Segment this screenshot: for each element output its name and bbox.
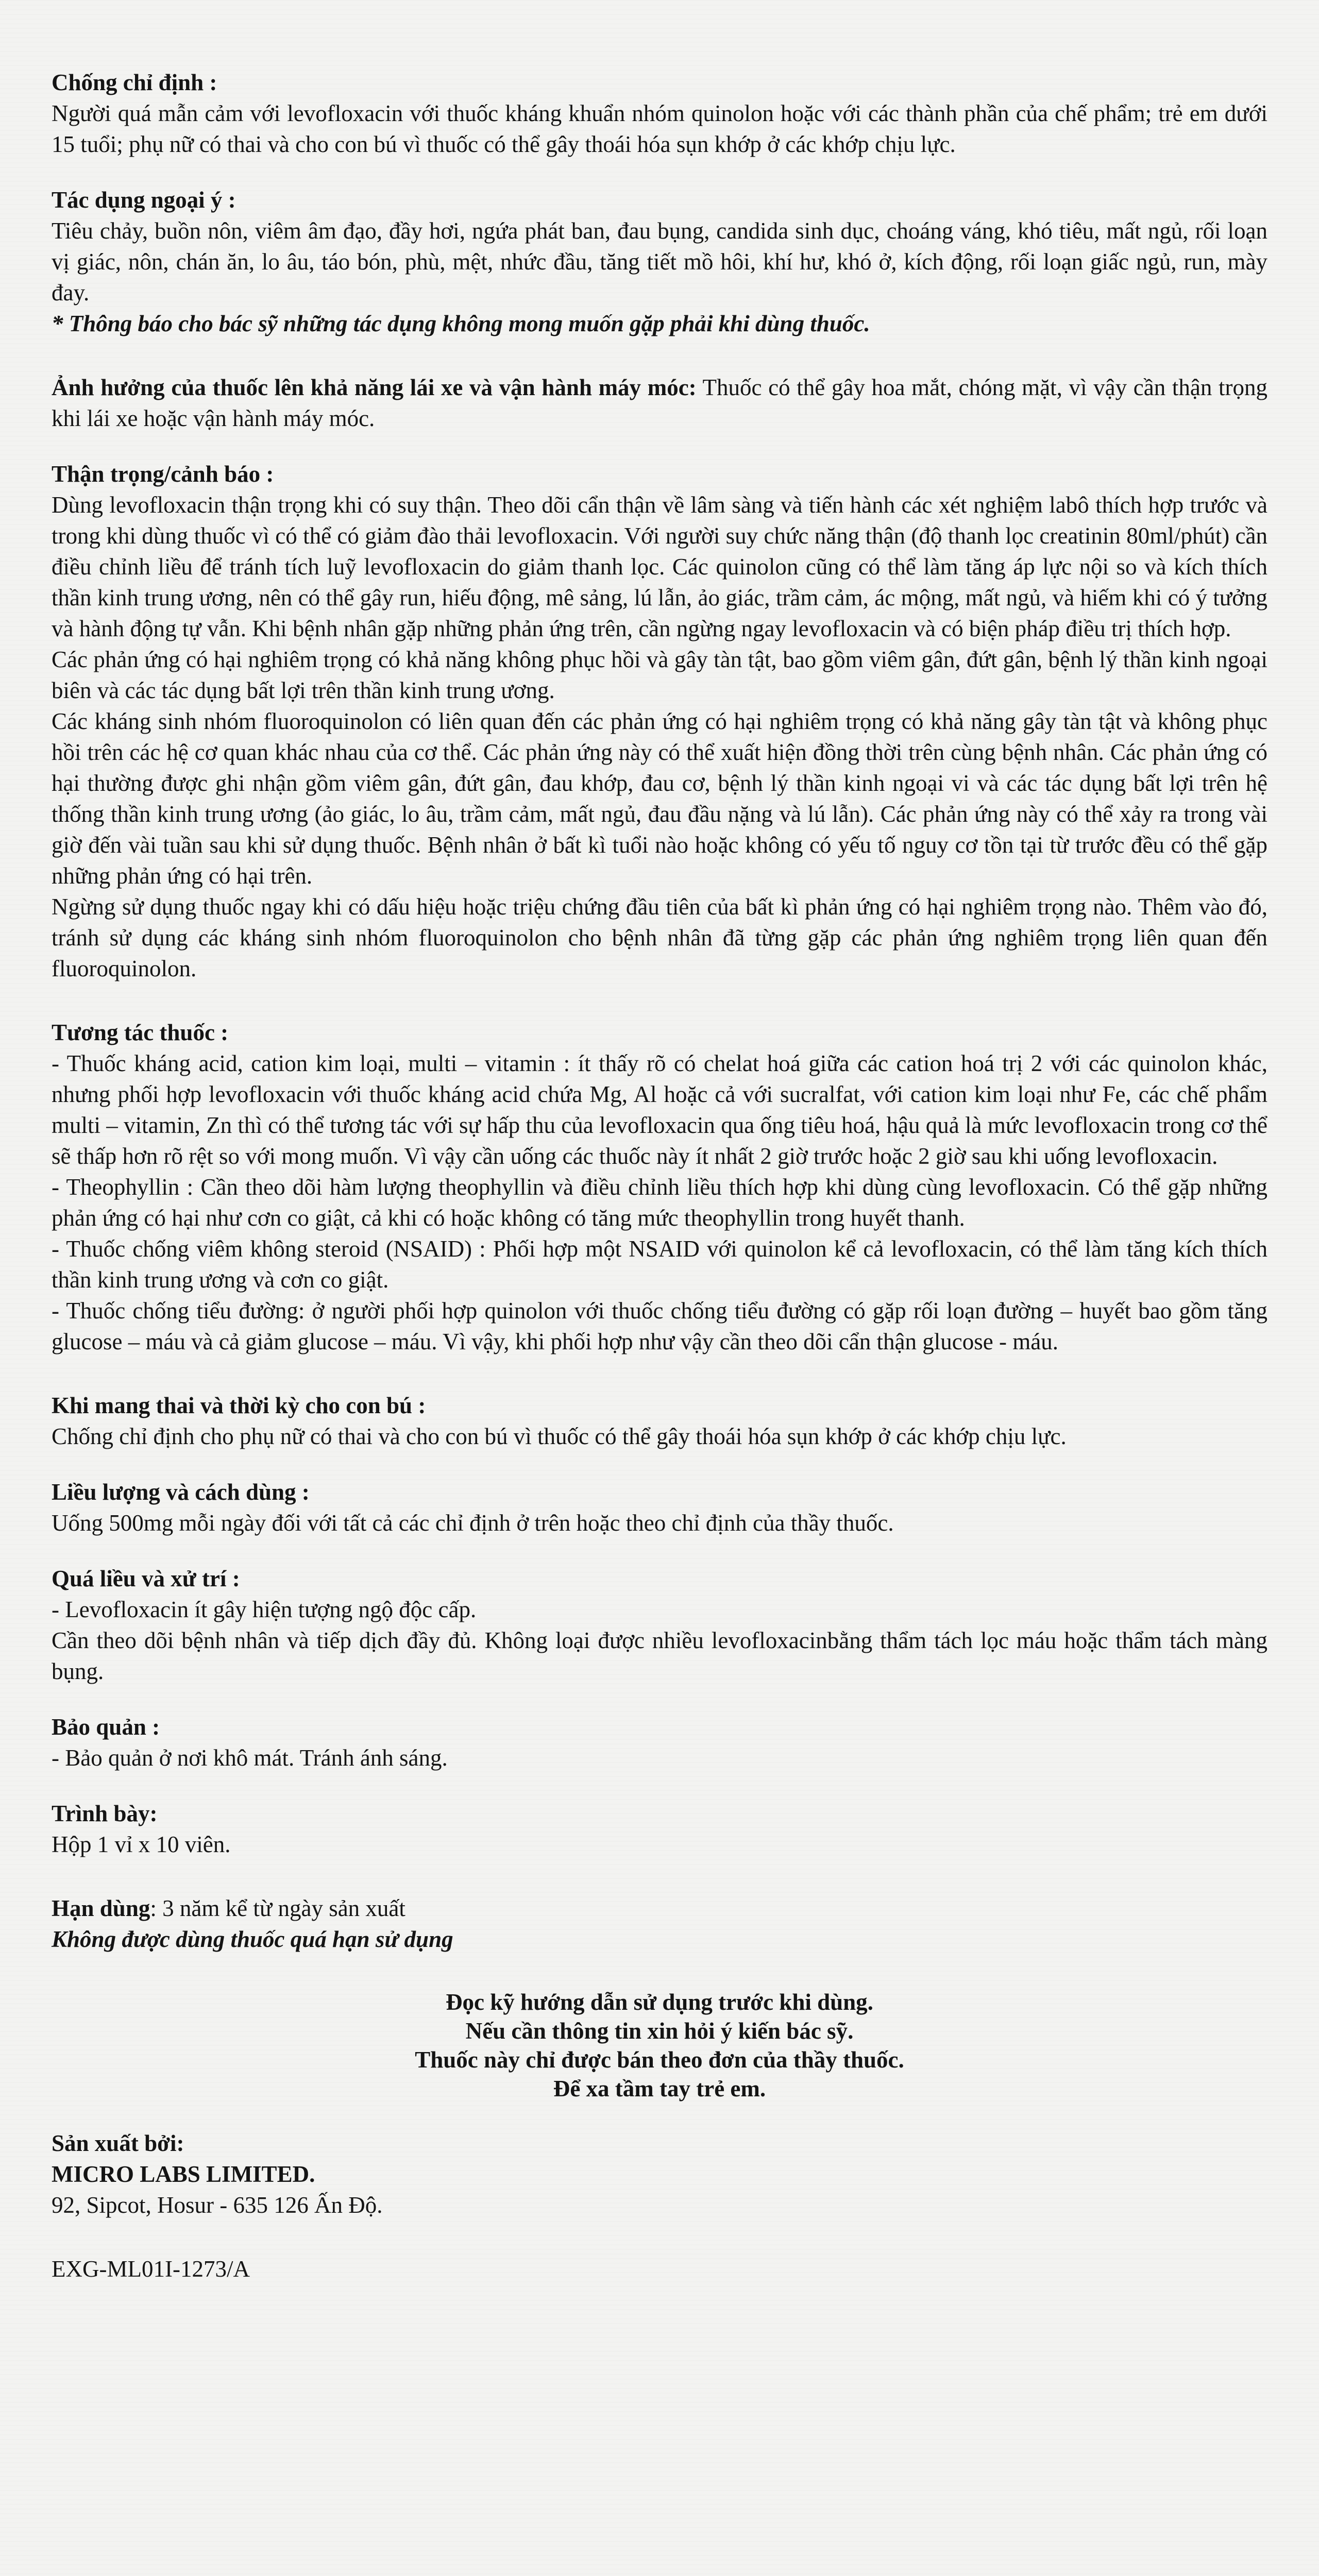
warning-line-2: Nếu cần thông tin xin hỏi ý kiến bác sỹ.	[465, 2018, 854, 2044]
warnings-block	[52, 1988, 1267, 2103]
driving-paragraph	[52, 372, 1267, 434]
document-code: EXG-ML01I-1273/A	[52, 2256, 250, 2282]
dosage-text: Uống 500mg mỗi ngày đối với tất cả các chỉ định ở trên hoặc theo chỉ định của thầy thuốc.	[52, 1510, 894, 1536]
interactions-section	[52, 1017, 1267, 1357]
manufacturer-name: MICRO LABS LIMITED.	[52, 2161, 315, 2187]
expiry-text: : 3 năm kể từ ngày sản xuất	[150, 1895, 405, 1921]
storage-text: - Bảo quản ở nơi khô mát. Tránh ánh sáng.	[52, 1745, 448, 1771]
presentation-section	[52, 1798, 1267, 1860]
pregnancy-heading: Khi mang thai và thời kỳ cho con bú :	[52, 1393, 426, 1418]
presentation-heading: Trình bày:	[52, 1801, 158, 1826]
precautions-paragraph-2: Các phản ứng có hại nghiêm trọng có khả năng không phục hồi và gây tàn tật, bao gồm viêm gân, đứt gân, bệnh lý thần kinh ngoại biên và các tác dụng bất lợi trên thần kinh trung ương.	[52, 647, 1267, 703]
expiry-section	[52, 1893, 1267, 1955]
precautions-paragraph-1: Dùng levofloxacin thận trọng khi có suy thận. Theo dõi cẩn thận về lâm sàng và tiến hành các xét nghiệm labô thích hợp trước và trong khi dùng thuốc vì có thể có giảm đào thải levofloxacin. Với người suy chức năng thận (độ thanh lọc creatinin 80ml/phút) cần điều chỉnh liều để tránh tích luỹ levofloxacin do giảm thanh lọc. Các quinolon cũng có thể làm tăng áp lực nội so và kích thích thần kinh trung ương, nên có thể gây run, hiếu động, mê sảng, lú lẫn, ảo giác, trầm cảm, ác mộng, mất ngủ, và hiếm khi có ý tưởng và hành động tự vẫn. Khi bệnh nhân gặp những phản ứng trên, cần ngừng ngay levofloxacin và có biện pháp điều trị thích hợp.	[52, 492, 1267, 641]
pregnancy-section	[52, 1390, 1267, 1452]
driving-text: Thuốc có thể gây hoa mắt, chóng mặt, vì vậy cần thận trọng khi lái xe hoặc vận hành máy móc.	[52, 375, 1267, 431]
contraindications-heading: Chống chỉ định :	[52, 70, 217, 95]
manufacturer-heading: Sản xuất bởi:	[52, 2130, 184, 2156]
interactions-paragraph-1: - Thuốc kháng acid, cation kim loại, multi – vitamin : ít thấy rõ có chelat hoá giữa các cation hoá trị 2 với các quinolon khác, nhưng phối hợp levofloxacin với thuốc kháng acid chứa Mg, Al hoặc cả với sucralfat, với cation kim loại như Fe, các chế phẩm multi – vitamin, Zn thì có thể tương tác với sự hấp thu của levofloxacin qua ống tiêu hoá, hậu quả là mức levofloxacin trong cơ thể sẽ thấp hơn rõ rệt so với mong muốn. Vì vậy cần uống các thuốc này ít nhất 2 giờ trước hoặc 2 giờ sau khi uống levofloxacin.	[52, 1050, 1267, 1169]
dosage-section	[52, 1477, 1267, 1538]
driving-heading: Ảnh hưởng của thuốc lên khả năng lái xe và vận hành máy móc:	[52, 375, 697, 400]
side-effects-note: * Thông báo cho bác sỹ những tác dụng không mong muốn gặp phải khi dùng thuốc.	[52, 311, 870, 336]
interactions-paragraph-3: - Thuốc chống viêm không steroid (NSAID) : Phối hợp một NSAID với quinolon kể cả levofloxacin, có thể làm tăng kích thích thần kinh trung ương và cơn co giật.	[52, 1236, 1267, 1293]
contraindications-text: Người quá mẫn cảm với levofloxacin với thuốc kháng khuẩn nhóm quinolon hoặc với các thành phần của chế phẩm; trẻ em dưới 15 tuổi; phụ nữ có thai và cho con bú vì thuốc có thể gây thoái hóa sụn khớp ở các khớp chịu lực.	[52, 100, 1267, 157]
interactions-paragraph-2: - Theophyllin : Cần theo dõi hàm lượng theophyllin và điều chỉnh liều thích hợp khi dùng cùng levofloxacin. Có thể gặp những phản ứng có hại như cơn co giật, cả khi có hoặc không có tăng mức theophyllin trong huyết thanh.	[52, 1174, 1267, 1231]
side-effects-section	[52, 184, 1267, 339]
interactions-heading: Tương tác thuốc :	[52, 1020, 229, 1045]
overdose-paragraph-1: - Levofloxacin ít gây hiện tượng ngộ độc cấp.	[52, 1597, 477, 1622]
driving-section	[52, 372, 1267, 434]
expiry-label: Hạn dùng	[52, 1895, 150, 1921]
precautions-heading: Thận trọng/cảnh báo :	[52, 461, 274, 487]
manufacturer-address: 92, Sipcot, Hosur - 635 126 Ấn Độ.	[52, 2192, 383, 2218]
overdose-heading: Quá liều và xử trí :	[52, 1566, 240, 1591]
overdose-paragraph-2: Cần theo dõi bệnh nhân và tiếp dịch đầy đủ. Không loại được nhiều levofloxacinbằng thẩm tách lọc máu hoặc thẩm tách màng bụng.	[52, 1628, 1267, 1684]
pregnancy-text: Chống chỉ định cho phụ nữ có thai và cho con bú vì thuốc có thể gây thoái hóa sụn khớp ở các khớp chịu lực.	[52, 1423, 1067, 1449]
side-effects-text: Tiêu chảy, buồn nôn, viêm âm đạo, đầy hơi, ngứa phát ban, đau bụng, candida sinh dục, choáng váng, khó tiêu, mất ngủ, rối loạn vị giác, nôn, chán ăn, lo âu, táo bón, phù, mệt, nhức đầu, tăng tiết mồ hôi, khí hư, khó ở, kích động, rối loạn giấc ngủ, run, mày đay.	[52, 218, 1267, 306]
warning-line-4: Để xa tầm tay trẻ em.	[553, 2076, 766, 2102]
expiry-note: Không được dùng thuốc quá hạn sử dụng	[52, 1926, 453, 1952]
interactions-paragraph-4: - Thuốc chống tiểu đường: ở người phối hợp quinolon với thuốc chống tiểu đường có gặp rối loạn đường – huyết bao gồm tăng glucose – máu và cả giảm glucose – máu. Vì vậy, khi phối hợp như vậy cần theo dõi cẩn thận glucose - máu.	[52, 1298, 1267, 1354]
precautions-section	[52, 459, 1267, 984]
side-effects-heading: Tác dụng ngoại ý :	[52, 187, 236, 213]
storage-heading: Bảo quản :	[52, 1714, 160, 1740]
presentation-text: Hộp 1 vỉ x 10 viên.	[52, 1832, 231, 1857]
manufacturer-section	[52, 2128, 1267, 2221]
overdose-section	[52, 1563, 1267, 1687]
contraindications-section	[52, 67, 1267, 160]
dosage-heading: Liều lượng và cách dùng :	[52, 1479, 310, 1505]
storage-section	[52, 1711, 1267, 1773]
precautions-paragraph-3: Các kháng sinh nhóm fluoroquinolon có liên quan đến các phản ứng có hại nghiêm trọng có khả năng gây tàn tật và không phục hồi trên các hệ cơ quan khác nhau của cơ thể. Các phản ứng này có thể xuất hiện đồng thời trên cùng bệnh nhân. Các phản ứng có hại thường được ghi nhận gồm viêm gân, đứt gân, đau khớp, đau cơ, bệnh lý thần kinh ngoại vi và các tác dụng bất lợi trên hệ thống thần kinh trung ương (ảo giác, lo âu, trầm cảm, mất ngủ, đau đầu nặng và lú lẫn). Các phản ứng này có thể xảy ra trong vài giờ đến vài tuần sau khi sử dụng thuốc. Bệnh nhân ở bất kì tuổi nào hoặc không có yếu tố nguy cơ tồn tại từ trước đều có thể gặp những phản ứng có hại trên.	[52, 708, 1267, 889]
expiry-line	[52, 1893, 1267, 1924]
warning-line-3: Thuốc này chỉ được bán theo đơn của thầy thuốc.	[415, 2047, 904, 2073]
precautions-paragraph-4: Ngừng sử dụng thuốc ngay khi có dấu hiệu hoặc triệu chứng đầu tiên của bất kì phản ứng có hại nghiêm trọng nào. Thêm vào đó, tránh sử dụng các kháng sinh nhóm fluoroquinolon cho bệnh nhân đã từng gặp các phản ứng nghiêm trọng liên quan đến fluoroquinolon.	[52, 894, 1267, 981]
warning-line-1: Đọc kỹ hướng dẫn sử dụng trước khi dùng.	[446, 1989, 873, 2015]
